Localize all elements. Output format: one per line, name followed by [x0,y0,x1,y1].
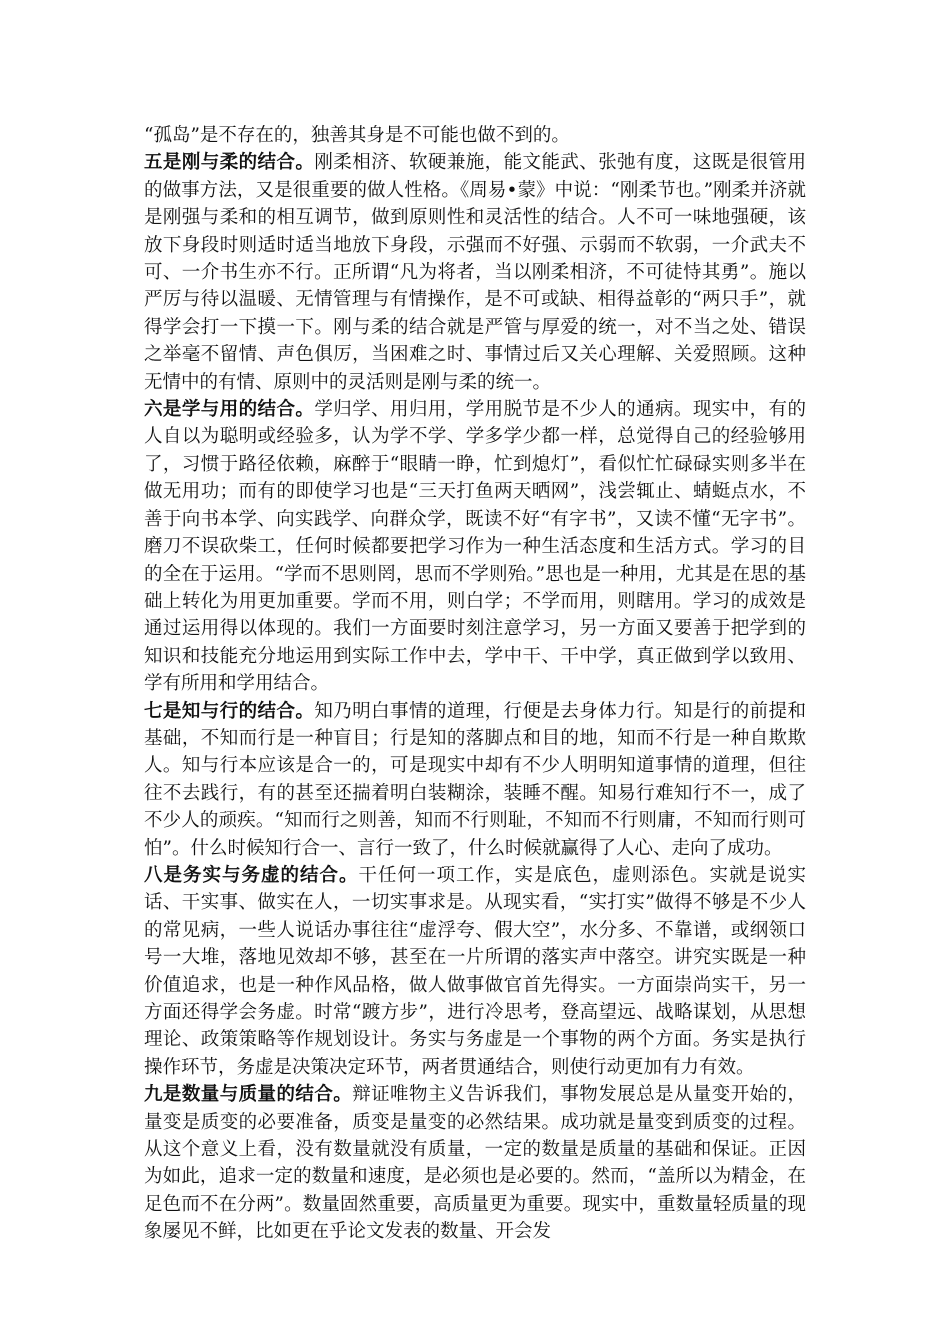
paragraph-body: 辩证唯物主义告诉我们，事物发展总是从量变开始的，量变是质变的必要准备，质变是量变的必然结果。成功就是量变到质变的过程。从这个意义上看，没有数量就没有质量，一定的数量是质量的基础和保证。正因为如此，追求一定的数量和速度，是必须也是必要的。然而，“盖所以为精金，在足色而不在分两”。数量固然重要，高质量更为重要。现实中，重数量轻质量的现象屡见不鲜，比如更在乎论文发表的数量、开会发 [144,1084,806,1243]
paragraph-body: 干任何一项工作，实是底色，虚则添色。实就是说实话、干实事、做实在人，一切实事求是。从现实看，“实打实”做得不够是不少人的常见病，一些人说话办事往往“虚浮夸、假大空”，水分多、不靠谱，或纲领口号一大堆，落地见效却不够，甚至在一片所谓的落实声中落空。讲究实既是一种价值追求，也是一种作风品格，做人做事做官首先得实。一方面崇尚实干，另一方面还得学会务虚。时常“踱方步”，进行冷思考，登高望远、战略谋划，从思想理论、政策策略等作规划设计。务实与务虚是一个事物的两个方面。务实是执行操作环节，务虚是决策决定环节，两者贯通结合，则使行动更加有力有效。 [144,864,806,1078]
paragraph-heading: 七是知与行的结合。 [144,700,315,722]
paragraph-rigid-soft [144,149,806,396]
paragraph-quantity-quality [144,1081,806,1245]
paragraph-learning-application [144,396,806,697]
paragraph-heading: 五是刚与柔的结合。 [144,152,315,174]
paragraph-body: 刚柔相济、软硬兼施，能文能武、张弛有度，这既是很管用的做事方法，又是很重要的做人性格。《周易•蒙》中说：“刚柔节也。”刚柔并济就是刚强与柔和的相互调节，做到原则性和灵活性的结合。人不可一味地强硬，该放下身段时则适时适当地放下身段，示强而不好强、示弱而不软弱，一介武夫不可、一介书生亦不行。正所谓“凡为将者，当以刚柔相济，不可徒恃其勇”。施以严厉与待以温暖、无情管理与有情操作，是不可或缺、相得益彰的“两只手”，就得学会打一下摸一下。刚与柔的结合就是严管与厚爱的统一，对不当之处、错误之举毫不留情、声色俱厉，当困难之时、事情过后又关心理解、关爱照顾。这种无情中的有情、原则中的灵活则是刚与柔的统一。 [144,152,806,393]
paragraph-body: “孤岛”是不存在的，独善其身是不可能也做不到的。 [144,125,570,146]
paragraph-intro [144,122,806,149]
paragraph-heading: 八是务实与务虚的结合。 [144,864,359,886]
paragraph-heading: 六是学与用的结合。 [144,399,315,421]
paragraph-heading: 九是数量与质量的结合。 [144,1084,353,1106]
document-page [144,122,806,1246]
paragraph-body: 学归学、用归用，学用脱节是不少人的通病。现实中，有的人自以为聪明或经验多，认为学不学、学多学少都一样，总觉得自己的经验够用了，习惯于路径依赖，麻醉于“眼睛一睁，忙到熄灯”，看似忙忙碌碌实则多半在做无用功；而有的即使学习也是“三天打鱼两天晒网”，浅尝辄止、蜻蜓点水，不善于向书本学、向实践学、向群众学，既读不好“有字书”，又读不懂“无字书”。磨刀不误砍柴工，任何时候都要把学习作为一种生活态度和生活方式。学习的目的全在于运用。“学而不思则罔，思而不学则殆。”思也是一种用，尤其是在思的基础上转化为用更加重要。学而不用，则白学；不学而用，则瞎用。学习的成效是通过运用得以体现的。我们一方面要时刻注意学习，另一方面又要善于把学到的知识和技能充分地运用到实际工作中去，学中干、干中学，真正做到学以致用、学有所用和学用结合。 [144,399,806,695]
paragraph-practical-theoretical [144,862,806,1081]
paragraph-body: 知乃明白事情的道理，行便是去身体力行。知是行的前提和基础，不知而行是一种盲目；行是知的落脚点和目的地，知而不行是一种自欺欺人。知与行本应该是合一的，可是现实中却有不少人明明知道事情的道理，但往往不去践行，有的甚至还揣着明白装糊涂，装睡不醒。知易行难知行不一，成了不少人的顽疾。“知而行之则善，知而不行则耻，不知而不行则庸，不知而行则可怕”。什么时候知行合一、言行一致了，什么时候就赢得了人心、走向了成功。 [144,700,806,859]
paragraph-knowing-doing [144,698,806,862]
